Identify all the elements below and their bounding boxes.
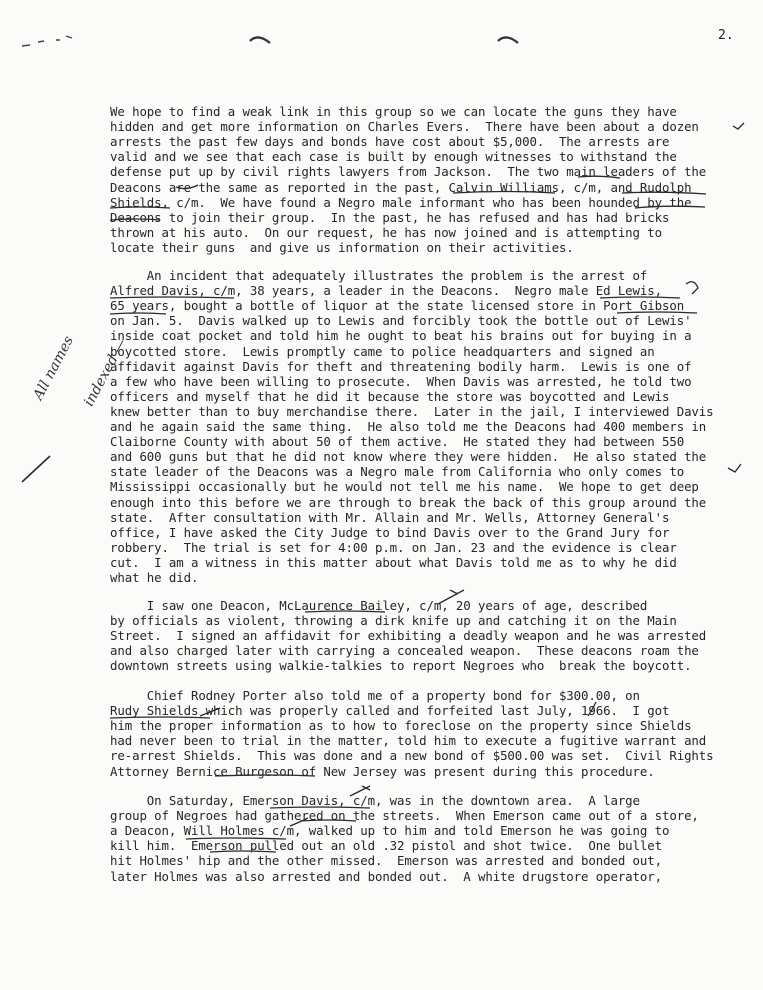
text-line: Mississippi occasionally but he would not tell me his name. We hope to get deep bbox=[110, 479, 699, 495]
text-line: 65 years, bought a bottle of liquor at the state licensed store in Port Gibson bbox=[110, 298, 685, 314]
page-number: 2. bbox=[718, 28, 734, 43]
text-line: Attorney Bernice Burgeson of New Jersey was present during this procedure. bbox=[110, 763, 655, 779]
text-line: Rudy Shields which was properly called and forfeited last July, 1966. I got bbox=[110, 703, 670, 719]
text-line: office, I have asked the City Judge to bind Davis over to the Grand Jury for bbox=[110, 524, 670, 540]
text-line: valid and we see that each case is built by enough witnesses to withstand the bbox=[110, 149, 677, 165]
text-line: and also charged later with carrying a concealed weapon. These deacons roam the bbox=[110, 643, 699, 659]
text-line: cut. I am a witness in this matter about what Davis told me as to why he did bbox=[110, 554, 677, 570]
text-line: I saw one Deacon, McLaurence Bailey, c/m, 20 years of age, described bbox=[110, 598, 648, 613]
text-line: group of Negroes had gathered on the streets. When Emerson came out of a store, bbox=[110, 808, 699, 824]
text-line: inside coat pocket and told him he ought to beat his brains out for buying in a bbox=[110, 328, 692, 344]
text-line: re-arrest Shields. This was done and a new bond of $500.00 was set. Civil Rights bbox=[110, 748, 714, 764]
text-line: We hope to find a weak link in this group so we can locate the guns they have bbox=[110, 104, 677, 119]
text-line: officers and myself that he did it because the store was boycotted and Lewis bbox=[110, 388, 670, 404]
punch-marks bbox=[0, 0, 763, 60]
text-line: kill him. Emerson pulled out an old .32 pistol and shot twice. One bullet bbox=[110, 838, 662, 854]
text-line: arrests the past few days and bonds have cost about $5,000. The arrests are bbox=[110, 134, 670, 150]
text-line: downtown streets using walkie-talkies to report Negroes who break the boycott. bbox=[110, 658, 692, 674]
text-line: An incident that adequately illustrates the problem is the arrest of bbox=[110, 268, 648, 283]
text-line: affidavit against Davis for theft and threatening bodily harm. Lewis is one of bbox=[110, 358, 692, 374]
text-line: enough into this before we are through to break the back of this group around the bbox=[110, 494, 707, 510]
text-line: knew better than to buy merchandise there. Later in the jail, I interviewed Davis bbox=[110, 403, 714, 419]
text-line: Claiborne County with about 50 of them active. He stated they had between 550 bbox=[110, 434, 685, 450]
text-line: a few who have been willing to prosecute. When Davis was arrested, he told two bbox=[110, 373, 692, 389]
text-line: and 600 guns but that he did not know where they were hidden. He also stated the bbox=[110, 449, 707, 465]
text-line: had never been to trial in the matter, told him to execute a fugitive warrant and bbox=[110, 733, 707, 749]
text-line: later Holmes was also arrested and bonded out. A white drugstore operator, bbox=[110, 868, 662, 884]
text-line: Shields, c/m. We have found a Negro male informant who has been hounded by the bbox=[110, 194, 692, 210]
text-line: and he again said the same thing. He also told me the Deacons had 400 members in bbox=[110, 419, 707, 434]
text-line: Deacons are the same as reported in the past, Calvin Williams, c/m, and Rudolph bbox=[110, 179, 692, 195]
text-line: a Deacon, Will Holmes c/m, walked up to him and told Emerson he was going to bbox=[110, 823, 670, 839]
margin-note-line-1: All names bbox=[30, 333, 78, 403]
text-line: hit Holmes' hip and the other missed. Emerson was arrested and bonded out, bbox=[110, 853, 662, 869]
text-line: on Jan. 5. Davis walked up to Lewis and forcibly took the bottle out of Lewis' bbox=[110, 313, 692, 329]
text-line: defense put up by civil rights lawyers from Jackson. The two main leaders of the bbox=[110, 164, 707, 180]
text-line: what he did. bbox=[110, 570, 199, 585]
text-line: him the proper information as to how to foreclose on the property since Shields bbox=[110, 718, 692, 734]
text-line: On Saturday, Emerson Davis, c/m, was in the downtown area. A large bbox=[110, 793, 640, 808]
text-line: hidden and get more information on Charles Evers. There have been about a dozen bbox=[110, 119, 699, 135]
text-line: Chief Rodney Porter also told me of a property bond for $300.00, on bbox=[110, 688, 640, 703]
text-line: robbery. The trial is set for 4:00 p.m. on Jan. 23 and the evidence is clear bbox=[110, 539, 677, 555]
text-line: boycotted store. Lewis promptly came to police headquarters and signed an bbox=[110, 343, 655, 359]
text-line: state leader of the Deacons was a Negro male from California who only comes to bbox=[110, 464, 685, 480]
text-line: locate their guns and give us information on their activities. bbox=[110, 239, 574, 255]
margin-note-line-2: indexed — bbox=[81, 336, 131, 410]
text-line: by officials as violent, throwing a dirk knife up and catching it on the Main bbox=[110, 613, 677, 629]
text-line: state. After consultation with Mr. Allain and Mr. Wells, Attorney General's bbox=[110, 509, 670, 525]
text-line: Deacons to join their group. In the past, he has refused and has had bricks bbox=[110, 209, 670, 225]
text-line: Street. I signed an affidavit for exhibiting a deadly weapon and he was arrested bbox=[110, 628, 707, 644]
text-line: Alfred Davis, c/m, 38 years, a leader in the Deacons. Negro male Ed Lewis, bbox=[110, 283, 662, 299]
text-line: thrown at his auto. On our request, he has now joined and is attempting to bbox=[110, 224, 662, 240]
